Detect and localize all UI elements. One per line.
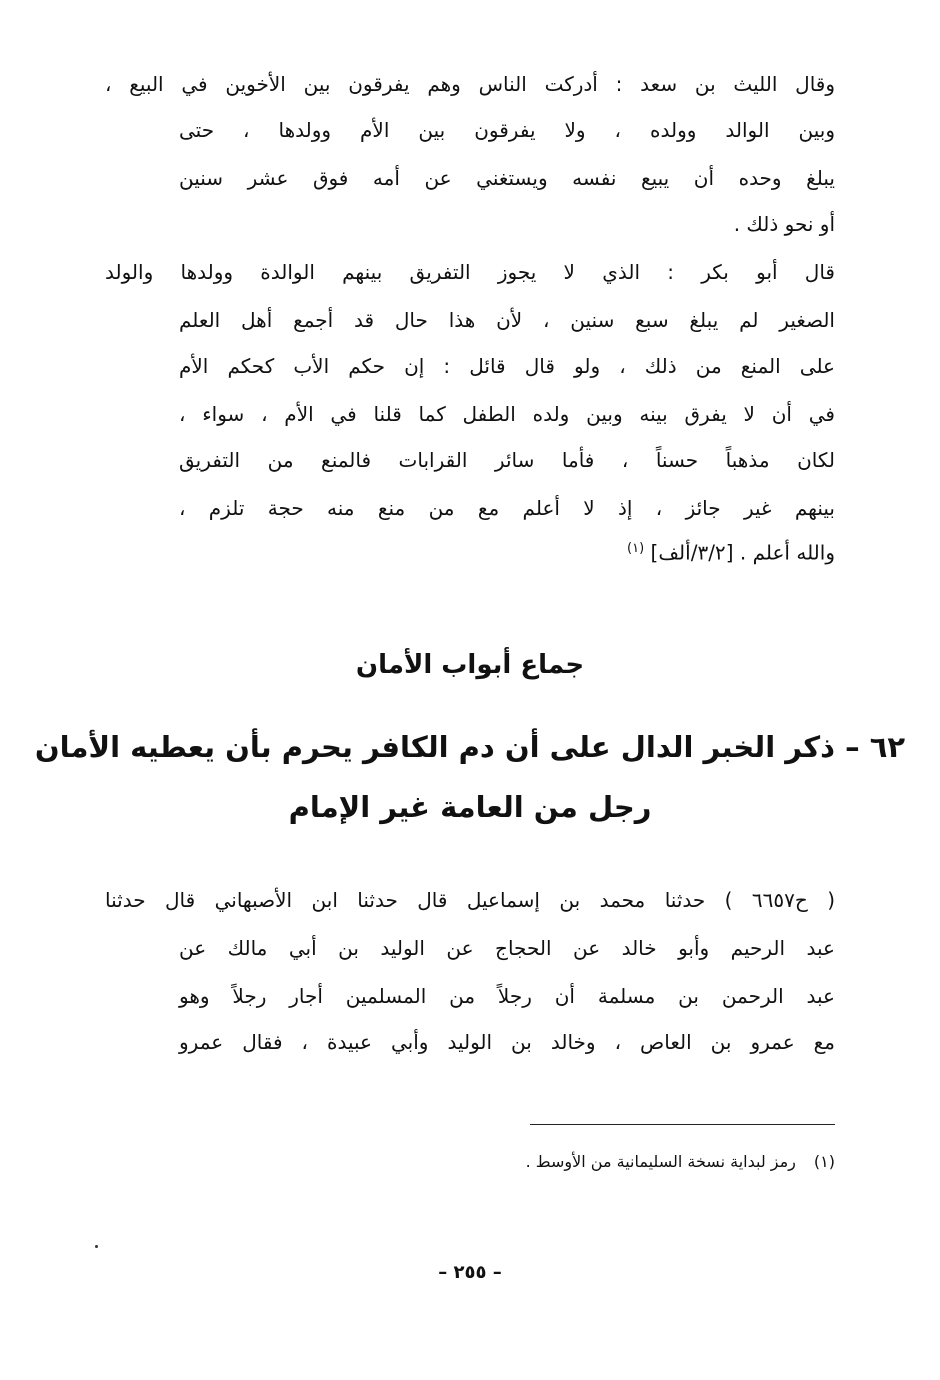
footnote-divider bbox=[530, 1124, 835, 1125]
paragraph-1-line-1: وقال الليث بن سعد : أدركت الناس وهم يفرقون بين الأخوين في البيع ، bbox=[105, 72, 835, 96]
paragraph-2-line-7-text: والله أعلم . [٣/٢/ألف] bbox=[650, 540, 835, 565]
footnote-marker[interactable]: (١) bbox=[627, 541, 645, 556]
paragraph-3-line-3: عبد الرحمن بن مسلمة أن رجلاً من المسلمين أجار رجلاً وهو bbox=[179, 984, 835, 1008]
paragraph-1-line-4: أو نحو ذلك . bbox=[733, 212, 835, 236]
paragraph-2-line-2: الصغير لم يبلغ سبع سنين ، لأن هذا حال قد أجمع أهل العلم bbox=[179, 308, 835, 332]
paragraph-2-line-5: لكان مذهباً حسناً ، فأما سائر القرابات فالمنع من التفريق bbox=[179, 448, 835, 472]
paragraph-2-line-7 bbox=[627, 542, 835, 563]
page-number: – ٢٥٥ – bbox=[438, 1262, 502, 1283]
paragraph-1-line-2: وبين الوالد وولده ، ولا يفرقون بين الأم وولدها ، حتى bbox=[179, 118, 835, 142]
section-title: جماع أبواب الأمان bbox=[355, 650, 585, 680]
chapter-title-line-2: رجل من العامة غير الإمام bbox=[288, 790, 652, 824]
paragraph-2-line-1: قال أبو بكر : الذي لا يجوز التفريق بينهم الوالدة وولدها والولد bbox=[105, 260, 835, 284]
paragraph-2-line-3: على المنع من ذلك ، ولو قال قائل : إن حكم الأب كحكم الأم bbox=[179, 354, 835, 378]
paragraph-2-line-6: بينهم غير جائز ، إذ لا أعلم مع من منع منه حجة تلزم ، bbox=[179, 496, 835, 520]
paragraph-3-line-2: عبد الرحيم وأبو خالد عن الحجاج عن الوليد بن أبي مالك عن bbox=[179, 936, 835, 960]
scan-speck bbox=[95, 1245, 98, 1248]
footnote bbox=[526, 1152, 835, 1171]
paragraph-1-line-3: يبلغ وحده أن يبيع نفسه ويستغني عن أمه فوق عشر سنين bbox=[179, 166, 835, 190]
paragraph-3-line-1: ( ح٦٦٥٧ ) حدثنا محمد بن إسماعيل قال حدثنا ابن الأصبهاني قال حدثنا bbox=[105, 888, 835, 912]
paragraph-3-line-4: مع عمرو بن العاص ، وخالد بن الوليد وأبي عبيدة ، فقال عمرو bbox=[179, 1030, 835, 1054]
chapter-title-line-1: ٦٢ – ذكر الخبر الدال على أن دم الكافر يحرم بأن يعطيه الأمان bbox=[34, 730, 906, 764]
paragraph-2-line-4: في أن لا يفرق بينه وبين ولده الطفل كما قلنا في الأم ، سواء ، bbox=[179, 402, 835, 426]
footnote-number: (١) bbox=[813, 1152, 835, 1171]
footnote-text: رمز لبداية نسخة السليمانية من الأوسط . bbox=[525, 1152, 796, 1171]
